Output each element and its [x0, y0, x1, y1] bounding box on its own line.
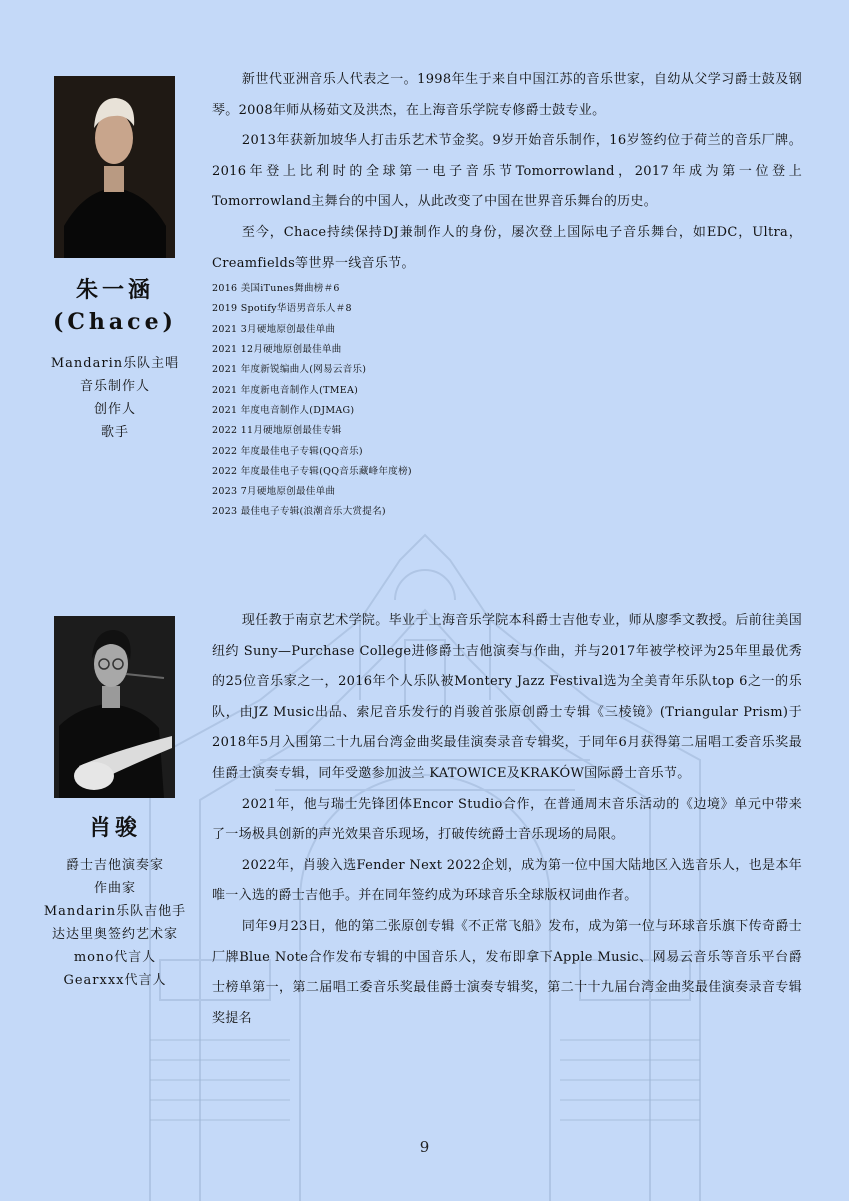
name-block-xiao-jun	[40, 812, 190, 992]
award-item: 2019 Spotify华语男音乐人＃8	[212, 303, 352, 315]
bio-paragraph: 同年9月23日，他的第二张原创专辑《不正常飞船》发布，成为第一位与环球音乐旗下传奇爵士厂牌Blue Note合作发布专辑的中国音乐人，发布即拿下Apple Music、网易云音乐等音乐平台爵士榜单第一，第二届唱工委音乐奖最佳爵士演奏专辑奖，第二十十九届台湾金曲奖最佳演奏录音专辑奖提名	[212, 918, 802, 1026]
award-item: 2021 3月硬地原创最佳单曲	[212, 323, 336, 335]
name-block-chace	[40, 274, 190, 444]
person-name: 朱一涵	[75, 277, 154, 303]
award-item: 2023 最佳电子专辑(浪潮音乐大赏提名)	[212, 506, 386, 518]
award-item: 2021 年度电音制作人(DJMAG)	[212, 404, 355, 416]
role-item: 歌手	[100, 425, 129, 440]
portrait-photo-xiao-jun	[54, 616, 175, 798]
award-item: 2022 11月硬地原创最佳专辑	[212, 425, 342, 437]
person-alias: (Chace)	[53, 309, 177, 335]
role-item: 爵士吉他演奏家	[65, 858, 164, 873]
bio-paragraph: 2021年，他与瑞士先锋团体Encor Studio合作，在普通周末音乐活动的《边境》单元中带来了一场极具创新的声光效果音乐现场，打破传统爵士音乐现场的局限。	[212, 796, 802, 843]
role-list	[40, 854, 190, 992]
role-item: mono代言人	[73, 950, 157, 965]
bio-paragraph: 2013年获新加坡华人打击乐艺术节金奖。9岁开始音乐制作，16岁签约位于荷兰的音乐厂牌。2016年登上比利时的全球第一电子音乐节Tomorrowland，2017年成为第一位登上Tomorrowland主舞台的中国人，从此改变了中国在世界音乐舞台的历史。	[212, 133, 802, 210]
bio-xiao-jun	[212, 606, 802, 1034]
role-list	[40, 352, 190, 444]
page-number: 9	[419, 1138, 430, 1156]
role-item: Mandarin乐队吉他手	[43, 904, 187, 919]
award-item: 2021 年度新锐编曲人(网易云音乐)	[212, 364, 367, 376]
award-item: 2022 年度最佳电子专辑(QQ音乐藏峰年度榜)	[212, 465, 412, 477]
bio-paragraph: 至今，Chace持续保持DJ兼制作人的身份，屡次登上国际电子音乐舞台，如EDC，Ultra，Creamfields等世界一线音乐节。	[212, 224, 802, 271]
role-item: 音乐制作人	[79, 379, 150, 394]
role-item: 作曲家	[93, 881, 136, 896]
bio-paragraph: 新世代亚洲音乐人代表之一。1998年生于来自中国江苏的音乐世家，自幼从父学习爵士鼓及钢琴。2008年师从杨茹文及洪杰，在上海音乐学院专修爵士鼓专业。	[212, 72, 802, 118]
role-item: Gearxxx代言人	[63, 973, 167, 988]
role-item: Mandarin乐队主唱	[50, 356, 180, 371]
bio-paragraph: 2022年，肖骏入选Fender Next 2022企划，成为第一位中国大陆地区入选音乐人，也是本年唯一入选的爵士吉他手。并在同年签约成为环球音乐全球版权词曲作者。	[212, 857, 802, 904]
award-item: 2016 美国iTunes舞曲榜＃6	[212, 283, 340, 295]
award-item: 2021 12月硬地原创最佳单曲	[212, 344, 342, 356]
award-item: 2021 年度新电音制作人(TMEA)	[212, 384, 359, 396]
portrait-photo-chace	[54, 76, 175, 258]
person-name: 肖骏	[88, 815, 141, 841]
bio-chace	[212, 65, 802, 523]
award-item: 2023 7月硬地原创最佳单曲	[212, 486, 336, 498]
bio-paragraph: 现任教于南京艺术学院。毕业于上海音乐学院本科爵士吉他专业，师从廖季文教授。后前往美国纽约 Suny—Purchase College进修爵士吉他演奏与作曲，并与2017年被学校评为25年里最优秀的25位音乐家之一，2016年个人乐队被Montery Jazz Festival选为全美青年乐队top 6之一的乐队，由JZ Music出品、索尼音乐发行的肖骏首张原创爵士专辑《三棱镜》(Triangular Prism)于2018年5月入围第二十九届台湾金曲奖最佳演奏录音专辑奖，于同年6月获得第二届唱工委音乐奖最佳爵士演奏专辑，同年受邀参加波兰 KATOWICE及KRAKÓW国际爵士音乐节。	[212, 613, 802, 781]
role-item: 达达里奥签约艺术家	[51, 927, 178, 942]
role-item: 创作人	[93, 402, 136, 417]
award-list	[212, 279, 802, 523]
award-item: 2022 年度最佳电子专辑(QQ音乐)	[212, 445, 363, 457]
